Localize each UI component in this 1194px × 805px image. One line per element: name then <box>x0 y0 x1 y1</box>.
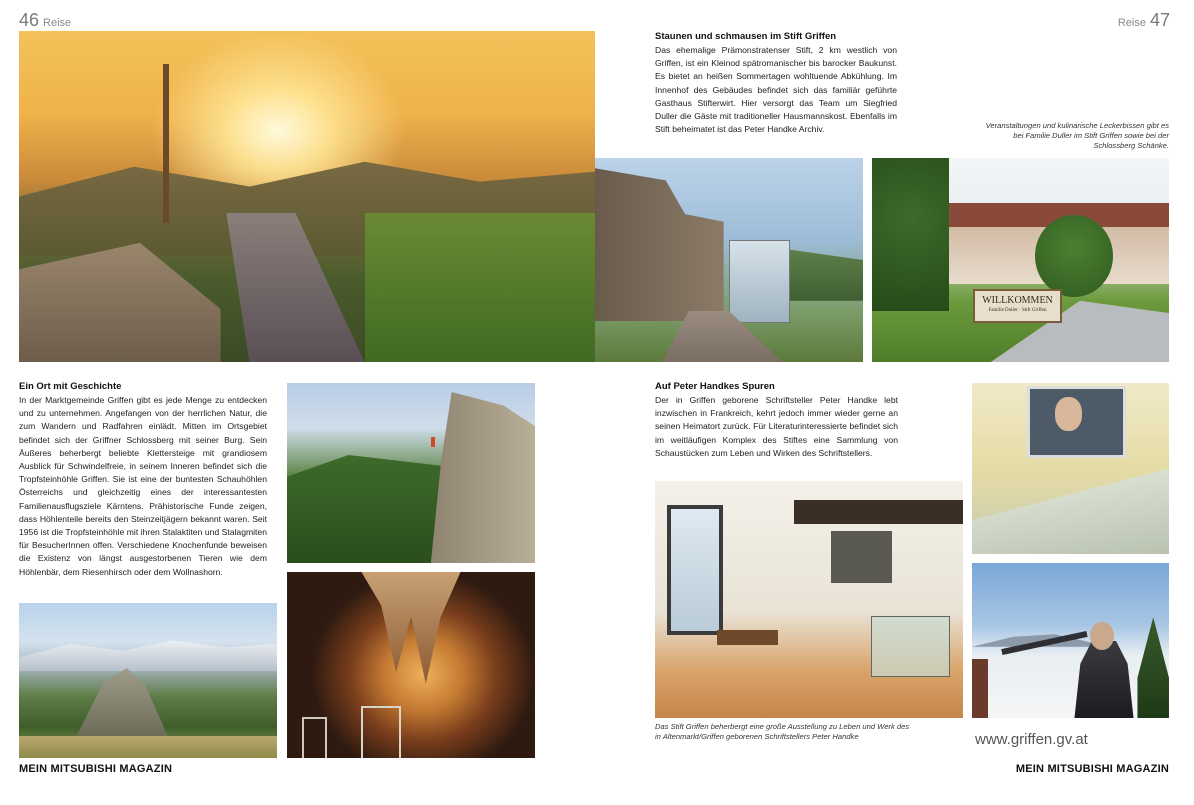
left-page-number: 46 <box>19 10 40 30</box>
ruin-tower-photo <box>595 158 863 362</box>
right-page-header <box>1114 10 1170 31</box>
article-geschichte-heading: Ein Ort mit Geschichte <box>19 381 122 392</box>
article-geschichte-body: In der Marktgemeinde Griffen gibt es jede Menge zu entdecken und zu unternehmen. Angefangen von der herrlichen Natur, die zum Wandern und Radfahren einlädt. Mitten im Ortsgebiet befindet sich der Griffner Schlossberg mit seiner Burg. Sein Äußeres beherbergt beliebte Klettersteige mit grandiosem Ausblick für Schwindelfreie, in seinem Inneren befindet sich die Tropfsteinhöhle Griffen. Sie ist eine der buntesten Schauhöhlen Österreichs und gleichzeitig eines der interessantesten Familienausflugsziele Kärntens. Prähistorische Funde zeigen, dass Höhlenteile bereits den Steinzeitjägern bekannt waren. Seit 1956 ist die Tropfsteinhöhle mit ihren Stalaktiten und Stalagmiten für BesucherInnen offen. Verschiedene Knochenfunde beweisen die Existenz von längst ausgestorbenen Tieren wie dem Höhlenbär, dem Riesenhirsch oder dem Wollnashorn. <box>19 395 267 577</box>
caption-stift: Veranstaltungen und kulinarische Leckerbissen gibt es bei Familie Duller im Stift Griffen sowie bei der Schlossberg Schänke. <box>985 121 1169 150</box>
left-section-label: Reise <box>43 17 72 29</box>
article-handke <box>655 381 898 460</box>
sunset-castle-photo <box>19 31 595 362</box>
welcome-sign <box>973 289 1062 324</box>
right-section-label: Reise <box>1117 17 1146 29</box>
article-stift <box>655 31 897 136</box>
article-handke-heading: Auf Peter Handkes Spuren <box>655 381 775 392</box>
caption-exhibition: Das Stift Griffen beherbergt eine große Ausstellung zu Leben und Werk des in Altenmarkt/Griffen geborenen Schriftstellers Peter Handke <box>655 722 910 741</box>
article-stift-heading: Staunen und schmausen im Stift Griffen <box>655 31 837 42</box>
article-geschichte <box>19 381 267 579</box>
stift-griffen-photo <box>872 158 1169 362</box>
right-footer: MEIN MITSUBISHI MAGAZIN <box>1015 763 1169 775</box>
mountain-panorama-photo <box>19 603 277 758</box>
welcome-sign-subtext: Familie Duller · Stift Griffen <box>988 307 1047 313</box>
exhibition-room-photo <box>655 481 963 718</box>
cave-photo <box>287 572 535 758</box>
article-handke-body: Der in Griffen geborene Schriftsteller Peter Handke lebt inzwischen in Frankreich, kehrt jedoch immer wieder gerne an seinen Heimatort zurück. Für Literaturinteressierte befindet sich im weitläufigen Komplex des Stiftes eine Sammlung von Schaustücken zum Leben und Wirken des Schriftstellers. <box>655 395 898 458</box>
right-page-number: 47 <box>1149 10 1170 30</box>
left-page-header <box>19 10 75 31</box>
website-link[interactable]: www.griffen.gv.at <box>975 731 1088 748</box>
cliff-climber-photo <box>287 383 535 563</box>
handke-display-photo <box>972 383 1169 554</box>
man-pointing-photo <box>972 563 1169 718</box>
welcome-sign-text: WILLKOMMEN <box>982 294 1053 306</box>
left-footer: MEIN MITSUBISHI MAGAZIN <box>19 763 173 775</box>
article-stift-body: Das ehemalige Prämonstratenser Stift, 2 km westlich von Griffen, ist ein Kleinod spätromanischer bis barocker Baukunst. Es bietet an heißen Sommertagen wohltuende Abkühlung. Im Innenhof des Gebäudes befindet sich das familiär geführte Gasthaus Stifterwirt. Hier versorgt das Team um Siegfried Duller die Gäste mit traditioneller Hausmannskost. Ebenfalls im Stift beheimatet ist das Peter Handke Archiv. <box>655 45 897 135</box>
